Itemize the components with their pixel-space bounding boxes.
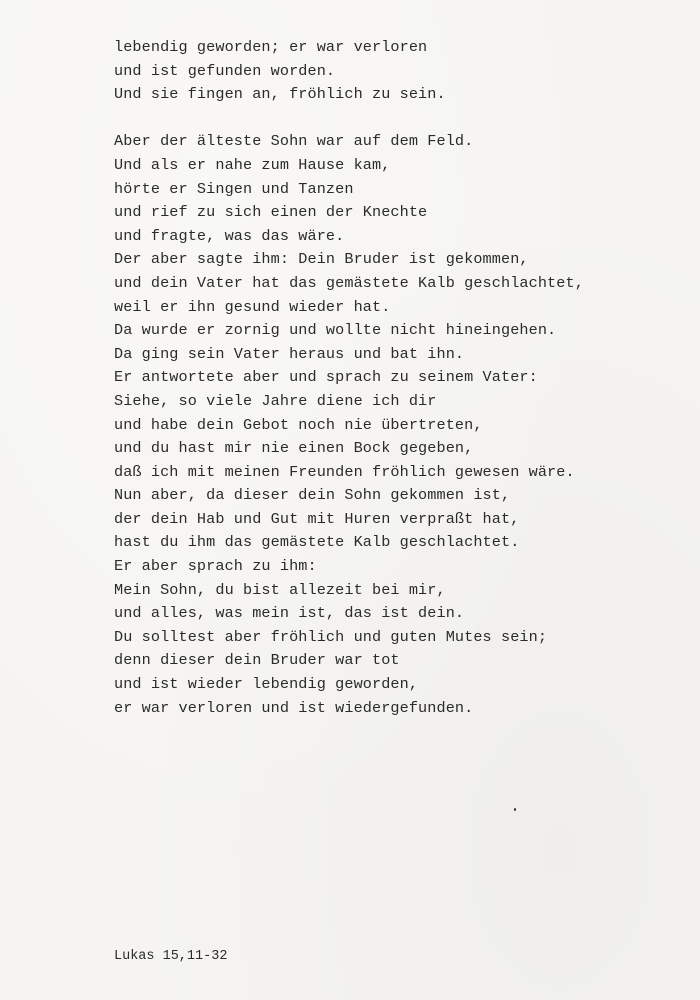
text-line: er war verloren und ist wiedergefunden. (114, 698, 474, 717)
text-line: und rief zu sich einen der Knechte (114, 203, 428, 222)
text-line: Nun aber, da dieser dein Sohn gekommen ist, (114, 486, 511, 505)
text-line: daß ich mit meinen Freunden fröhlich gewesen wäre. (114, 462, 575, 481)
text-line: Er antwortete aber und sprach zu seinem Vater: (114, 368, 538, 387)
poem-text (114, 36, 584, 720)
text-line: und habe dein Gebot noch nie übertreten, (114, 415, 483, 434)
stanza-break (114, 107, 584, 131)
text-line: hast du ihm das gemästete Kalb geschlachtet. (114, 533, 520, 552)
text-line: Der aber sagte ihm: Dein Bruder ist gekommen, (114, 250, 529, 269)
text-line: und ist wieder lebendig geworden, (114, 675, 419, 694)
text-line: Da wurde er zornig und wollte nicht hineingehen. (114, 321, 557, 340)
text-line: und dein Vater hat das gemästete Kalb geschlachtet, (114, 273, 584, 292)
text-line: und ist gefunden worden. (114, 61, 336, 80)
text-line: hörte er Singen und Tanzen (114, 179, 354, 198)
text-line: Und als er nahe zum Hause kam, (114, 155, 391, 174)
text-line: Er aber sprach zu ihm: (114, 557, 317, 576)
text-line: Mein Sohn, du bist allezeit bei mir, (114, 580, 446, 599)
text-line: weil er ihn gesund wieder hat. (114, 297, 391, 316)
text-line: lebendig geworden; er war verloren (114, 38, 428, 56)
text-line: und alles, was mein ist, das ist dein. (114, 604, 465, 623)
paper-speck (514, 808, 516, 811)
text-line: Da ging sein Vater heraus und bat ihn. (114, 344, 465, 363)
text-line: Siehe, so viele Jahre diene ich dir (114, 391, 437, 410)
text-line: und fragte, was das wäre. (114, 226, 345, 245)
bible-citation: Lukas 15,11-32 (114, 949, 228, 964)
text-line: Aber der älteste Sohn war auf dem Feld. (114, 132, 474, 151)
text-line: der dein Hab und Gut mit Huren verpraßt hat, (114, 509, 520, 528)
text-line: Und sie fingen an, fröhlich zu sein. (114, 85, 446, 104)
text-line: denn dieser dein Bruder war tot (114, 651, 400, 670)
text-line: Du solltest aber fröhlich und guten Mutes sein; (114, 627, 548, 646)
text-line: und du hast mir nie einen Bock gegeben, (114, 439, 474, 458)
